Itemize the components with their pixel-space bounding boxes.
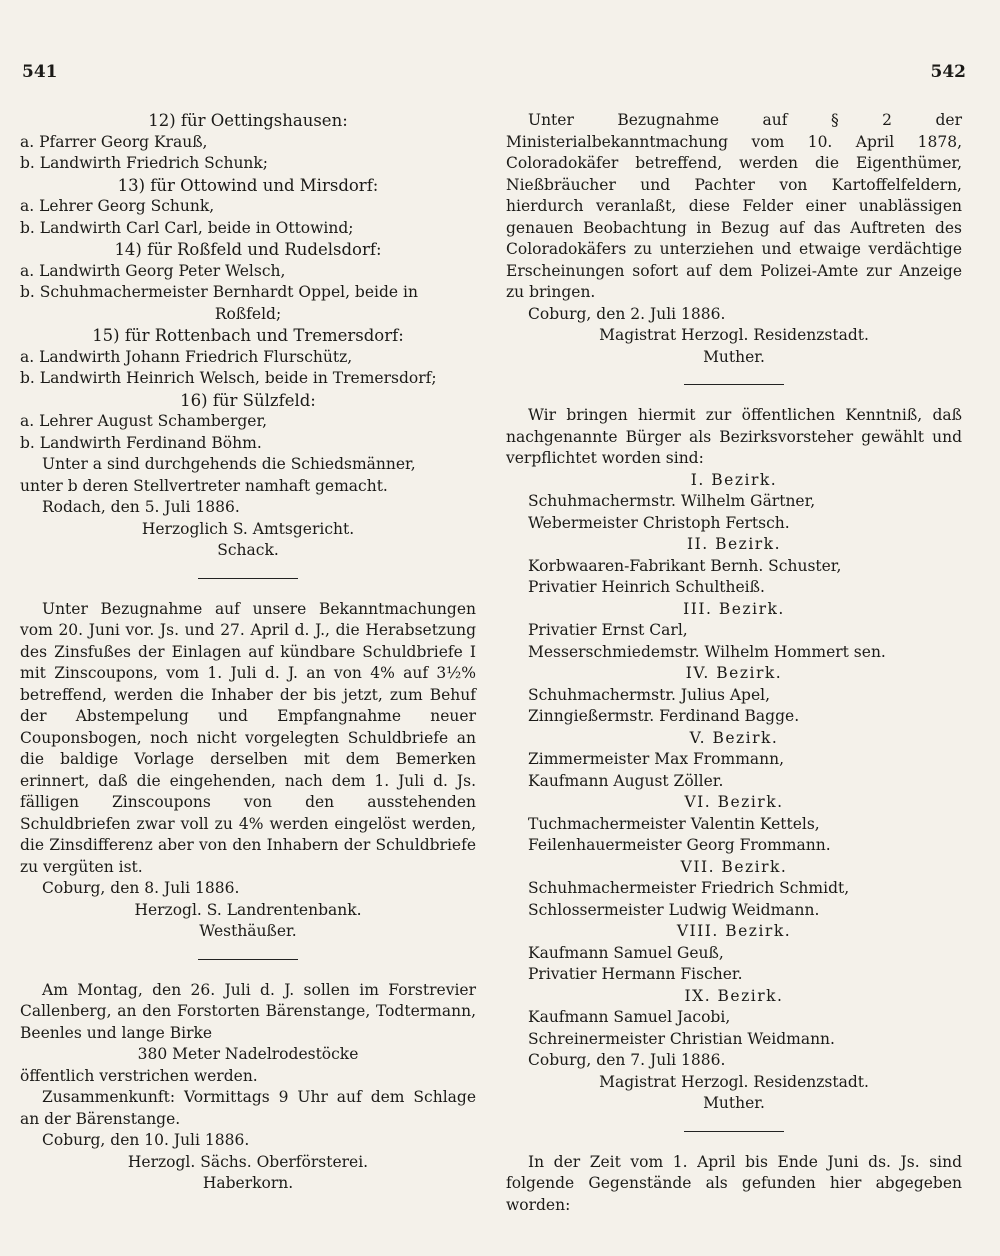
- district-title: IX. Bezirk.: [684, 986, 784, 1005]
- list-item: a. Lehrer August Schamberger,: [20, 412, 268, 430]
- notice-text: Unter Bezugnahme auf unsere Bekanntmachungen vom 20. Juni vor. Js. und 27. April d. J., die Herabsetzung des Zinsfußes der Einlagen auf kündbare Schuldbriefe I mit Zinscoupons, vom 1. Juli d. J. an von 4% auf 3½% betreffend, werden die Inhaber der bis jetzt, zum Behuf der Abstempelung und Empfangnahme neuer Couponsbogen, noch nicht vorgelegten Schuldbriefe an die baldige Vorlage derselben mit dem Bemerken erinnert, daß die eingehenden, nach dem 1. Juli d. Js. fälligen Zinscoupons von den ausstehenden Schuldbriefen zwar voll zu 4% werden eingelöst werden, die Zinsdifferenz aber von den Inhabern der Schuldbriefe zu vergüten ist.: [20, 599, 476, 876]
- district-block: [506, 728, 962, 793]
- authority: Magistrat Herzogl. Residenzstadt.: [599, 326, 869, 344]
- authority: Magistrat Herzogl. Residenzstadt.: [599, 1072, 869, 1091]
- heading-14: 14) für Roßfeld und Rudelsdorf:: [114, 240, 382, 259]
- list-item: b. Landwirth Heinrich Welsch, beide in Tremersdorf;: [20, 369, 437, 387]
- district-member: Messerschmiedemstr. Wilhelm Hommert sen.: [528, 642, 886, 661]
- notice-text: öffentlich verstrichen werden.: [20, 1066, 258, 1085]
- district-member: Feilenhauermeister Georg Frommann.: [528, 836, 831, 854]
- right-column: [506, 110, 962, 1216]
- district-title: IV. Bezirk.: [685, 664, 783, 682]
- district-member: Schlossermeister Ludwig Weidmann.: [528, 900, 820, 919]
- notice-text: In der Zeit vom 1. April bis Ende Juni ds. Js. sind folgende Gegenstände als gefunden hier abgegeben worden:: [506, 1152, 962, 1214]
- authority: Herzogl. Sächs. Oberförsterei.: [127, 1152, 369, 1171]
- district-member: Zinngießermstr. Ferdinand Bagge.: [528, 707, 800, 725]
- district-title: VII. Bezirk.: [680, 857, 788, 876]
- list-item: b. Landwirth Carl Carl, beide in Ottowind;: [20, 218, 354, 237]
- district-block: [506, 534, 962, 599]
- section-divider: [684, 1131, 784, 1132]
- note-line: unter b deren Stellvertreter namhaft gemacht.: [20, 476, 388, 495]
- district-member: Kaufmann Samuel Jacobi,: [528, 1008, 731, 1026]
- notice-quantity: 380 Meter Nadelrodestöcke: [137, 1045, 359, 1063]
- signature: Muther.: [703, 1094, 765, 1112]
- section-divider: [198, 578, 298, 579]
- heading-13: 13) für Ottowind und Mirsdorf:: [117, 175, 379, 195]
- district-list: [506, 470, 962, 1051]
- list-item: a. Pfarrer Georg Krauß,: [20, 132, 208, 151]
- authority: Herzogl. S. Landrentenbank.: [134, 900, 362, 919]
- district-title: III. Bezirk.: [683, 599, 785, 618]
- notice-text: Wir bringen hiermit zur öffentlichen Kenntniß, daß nachgenannte Bürger als Bezirksvorsteher gewählt und verpflichtet worden sind:: [506, 406, 962, 467]
- district-title: VIII. Bezirk.: [676, 922, 792, 940]
- notice-text: Am Montag, den 26. Juli d. J. sollen im Forstrevier Callenberg, an den Forstorten Bärenstange, Todtermann, Beenles und lange Birke: [20, 980, 476, 1042]
- section-divider: [684, 384, 784, 385]
- list-item: a. Landwirth Johann Friedrich Flurschütz,: [20, 347, 353, 366]
- place-date: Coburg, den 10. Juli 1886.: [42, 1131, 250, 1149]
- notice-text: Unter Bezugnahme auf § 2 der Ministerialbekanntmachung vom 10. April 1878, Coloradokäfer betreffend, werden die Eigenthümer, Nießbräucher und Pachter von Kartoffelfeldern, hierdurch veranlaßt, diese Felder einer unablässigen genauen Beobachtung in Bezug auf das Auftreten des Coloradokäfers zu unterziehen und etwaige verdächtige Erscheinungen sofort auf dem Polizei-Amte zur Anzeige zu bringen.: [506, 111, 962, 301]
- signature: Haberkorn.: [202, 1174, 294, 1192]
- district-title: VI. Bezirk.: [684, 793, 784, 811]
- page-number-left: 541: [22, 62, 58, 82]
- list-item: a. Landwirth Georg Peter Welsch,: [20, 261, 286, 280]
- district-title: V. Bezirk.: [689, 728, 779, 747]
- district-member: Webermeister Christoph Fertsch.: [528, 513, 790, 532]
- district-block: [506, 599, 962, 664]
- district-member: Privatier Heinrich Schultheiß.: [528, 578, 765, 596]
- list-item: b. Landwirth Friedrich Schunk;: [20, 154, 269, 172]
- district-block: [506, 470, 962, 535]
- place-date: Coburg, den 7. Juli 1886.: [528, 1051, 726, 1069]
- section-divider: [198, 959, 298, 960]
- district-member: Kaufmann August Zöller.: [528, 771, 724, 790]
- left-column: [20, 110, 476, 1195]
- district-block: [506, 792, 962, 857]
- district-member: Zimmermeister Max Frommann,: [528, 750, 785, 768]
- list-item-continuation: Roßfeld;: [214, 304, 282, 323]
- heading-12: 12) für Oettingshausen:: [148, 111, 348, 130]
- district-block: [506, 663, 962, 728]
- authority: Herzoglich S. Amtsgericht.: [141, 519, 355, 538]
- heading-16: 16) für Sülzfeld:: [180, 390, 316, 410]
- district-block: [506, 921, 962, 986]
- signature: Muther.: [703, 347, 765, 366]
- district-block: [506, 857, 962, 922]
- place-date: Rodach, den 5. Juli 1886.: [42, 498, 240, 516]
- district-title: II. Bezirk.: [686, 535, 781, 553]
- place-date: Coburg, den 8. Juli 1886.: [42, 879, 240, 897]
- notice-text: Zusammenkunft: Vormittags 9 Uhr auf dem Schlage an der Bärenstange.: [20, 1088, 476, 1128]
- district-member: Schuhmachermeister Friedrich Schmidt,: [528, 879, 850, 897]
- district-member: Privatier Hermann Fischer.: [528, 965, 743, 983]
- district-member: Privatier Ernst Carl,: [528, 621, 688, 639]
- district-member: Schuhmachermstr. Julius Apel,: [528, 685, 771, 704]
- district-title: I. Bezirk.: [690, 470, 778, 489]
- district-member: Korbwaaren-Fabrikant Bernh. Schuster,: [528, 556, 842, 575]
- district-member: Schreinermeister Christian Weidmann.: [528, 1029, 835, 1048]
- list-item: b. Landwirth Ferdinand Böhm.: [20, 433, 262, 452]
- district-member: Tuchmachermeister Valentin Kettels,: [528, 814, 820, 833]
- signature: Schack.: [217, 541, 279, 559]
- district-member: Schuhmachermstr. Wilhelm Gärtner,: [528, 492, 816, 510]
- signature: Westhäußer.: [199, 922, 297, 940]
- district-block: [506, 986, 962, 1051]
- list-item: a. Lehrer Georg Schunk,: [20, 197, 215, 215]
- heading-15: 15) für Rottenbach und Tremersdorf:: [92, 326, 404, 345]
- district-member: Kaufmann Samuel Geuß,: [528, 943, 724, 962]
- list-item: b. Schuhmachermeister Bernhardt Oppel, beide in: [20, 283, 418, 301]
- note-line: Unter a sind durchgehends die Schiedsmänner,: [42, 455, 416, 473]
- place-date: Coburg, den 2. Juli 1886.: [528, 304, 726, 323]
- page-number-right: 542: [930, 62, 966, 82]
